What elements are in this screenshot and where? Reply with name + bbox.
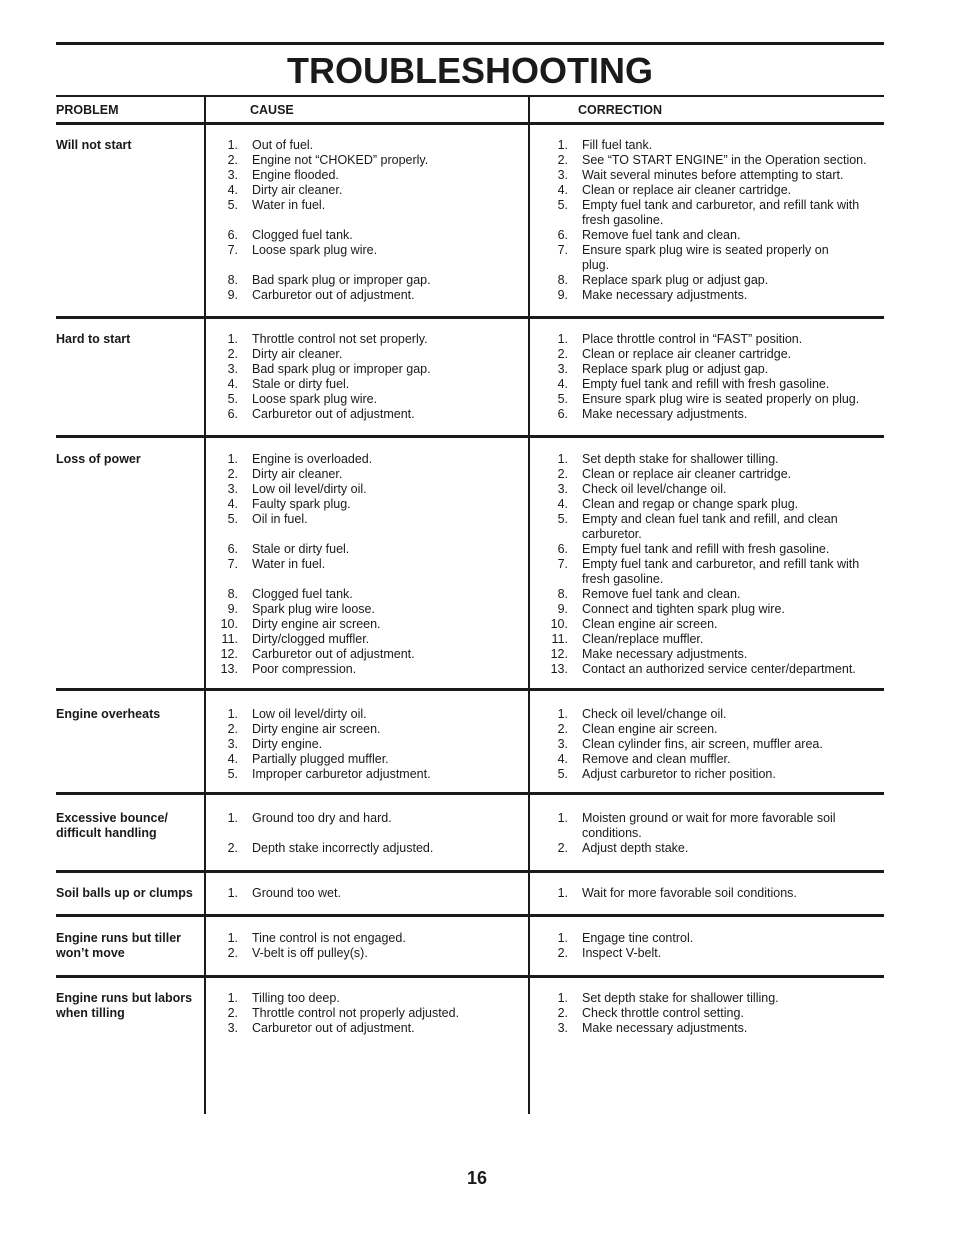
correction-text: Ensure spark plug wire is seated properly on [582, 243, 829, 257]
correction-text: See “TO START ENGINE” in the Operation section. [582, 153, 867, 167]
cause-number: 7. [227, 557, 238, 571]
problem-line: Excessive bounce/ [56, 811, 168, 825]
problem-label [56, 452, 201, 467]
row-rule [56, 792, 884, 795]
correction-number: 2. [557, 841, 568, 855]
cause-text: Stale or dirty fuel. [252, 377, 350, 391]
correction-number: 5. [557, 512, 568, 526]
correction-number: 2. [557, 153, 568, 167]
problem-label [56, 931, 201, 961]
problem-line: Engine runs but labors [56, 991, 193, 1005]
cause-text: Throttle control not set properly. [252, 332, 428, 346]
correction-text: Engage tine control. [582, 931, 694, 945]
cause-number: 3. [227, 737, 238, 751]
cause-number: 6. [227, 228, 238, 242]
cause-number: 2. [227, 347, 238, 361]
correction-text: Clean engine air screen. [582, 722, 718, 736]
problem-line: Hard to start [56, 332, 131, 346]
problem-line: difficult handling [56, 826, 157, 840]
cause-number: 1. [227, 811, 238, 825]
cause-number: 3. [227, 168, 238, 182]
cause-text: Carburetor out of adjustment. [252, 647, 415, 661]
correction-text: Check throttle control setting. [582, 1006, 744, 1020]
correction-number: 9. [557, 288, 568, 302]
correction-number: 9. [557, 602, 568, 616]
correction-number: 1. [557, 811, 568, 825]
correction-text: Make necessary adjustments. [582, 288, 748, 302]
title-rule [56, 95, 884, 97]
correction-number: 3. [557, 482, 568, 496]
correction-text: Empty fuel tank and carburetor, and refill tank with [582, 557, 860, 571]
correction-text: Inspect V-belt. [582, 946, 662, 960]
cause-text: Loose spark plug wire. [252, 392, 378, 406]
correction-number: 6. [557, 407, 568, 421]
correction-number: 4. [557, 497, 568, 511]
cause-number: 5. [227, 392, 238, 406]
correction-number: 4. [557, 752, 568, 766]
problem-line: Will not start [56, 138, 132, 152]
correction-text: Empty and clean fuel tank and refill, and clean [582, 512, 838, 526]
correction-number: 12. [550, 647, 568, 661]
correction-number: 3. [557, 168, 568, 182]
header-correction: CORRECTION [578, 103, 663, 117]
problem-label [56, 991, 201, 1021]
correction-text: Make necessary adjustments. [582, 407, 748, 421]
cause-number: 7. [227, 243, 238, 257]
correction-number: 2. [557, 467, 568, 481]
correction-number: 5. [557, 767, 568, 781]
row-rule [56, 870, 884, 873]
correction-text: Clean or replace air cleaner cartridge. [582, 183, 792, 197]
problem-line: when tilling [56, 1006, 125, 1020]
cause-number: 5. [227, 767, 238, 781]
cause-number: 1. [227, 886, 238, 900]
correction-text: Empty fuel tank and carburetor, and refill tank with [582, 198, 860, 212]
correction-number: 4. [557, 183, 568, 197]
correction-number: 1. [557, 452, 568, 466]
correction-number: 2. [557, 722, 568, 736]
problem-label [56, 886, 201, 901]
cause-text: Stale or dirty fuel. [252, 542, 350, 556]
problem-line: Loss of power [56, 452, 141, 466]
correction-text: Adjust depth stake. [582, 841, 689, 855]
cause-text: Improper carburetor adjustment. [252, 767, 431, 781]
correction-number: 2. [557, 1006, 568, 1020]
correction-text: Moisten ground or wait for more favorable soil [582, 811, 836, 825]
cause-number: 2. [227, 841, 238, 855]
correction-text: Set depth stake for shallower tilling. [582, 452, 779, 466]
top-rule [56, 42, 884, 45]
correction-number: 7. [557, 557, 568, 571]
correction-number: 1. [557, 707, 568, 721]
correction-number: 10. [550, 617, 568, 631]
cause-number: 13. [220, 662, 238, 676]
cause-text: Dirty engine. [252, 737, 323, 751]
header-problem: PROBLEM [56, 103, 119, 117]
correction-text: Check oil level/change oil. [582, 482, 727, 496]
cause-text: V-belt is off pulley(s). [252, 946, 368, 960]
correction-number: 6. [557, 542, 568, 556]
correction-text: Contact an authorized service center/department. [582, 662, 856, 676]
correction-text: Clean engine air screen. [582, 617, 718, 631]
correction-number: 3. [557, 362, 568, 376]
cause-text: Engine is overloaded. [252, 452, 373, 466]
problem-line: Soil balls up or clumps [56, 886, 193, 900]
correction-number: 1. [557, 138, 568, 152]
cause-number: 1. [227, 138, 238, 152]
correction-number: 3. [557, 737, 568, 751]
correction-number: 1. [557, 991, 568, 1005]
row-rule [56, 914, 884, 917]
correction-number: 7. [557, 243, 568, 257]
cause-number: 2. [227, 467, 238, 481]
cause-text: Engine not “CHOKED” properly. [252, 153, 429, 167]
correction-text: Clean or replace air cleaner cartridge. [582, 467, 792, 481]
cause-text: Dirty air cleaner. [252, 467, 343, 481]
cause-text: Low oil level/dirty oil. [252, 482, 367, 496]
cause-number: 9. [227, 602, 238, 616]
correction-text: Wait several minutes before attempting to start. [582, 168, 844, 182]
cause-text: Oil in fuel. [252, 512, 308, 526]
cause-text: Dirty engine air screen. [252, 617, 381, 631]
correction-text: Set depth stake for shallower tilling. [582, 991, 779, 1005]
cause-number: 9. [227, 288, 238, 302]
correction-text: Ensure spark plug wire is seated properly on plug. [582, 392, 860, 406]
correction-text: Clean or replace air cleaner cartridge. [582, 347, 792, 361]
cause-number: 2. [227, 153, 238, 167]
correction-text: Place throttle control in “FAST” position. [582, 332, 803, 346]
correction-number: 4. [557, 377, 568, 391]
cause-number: 1. [227, 991, 238, 1005]
correction-text: Remove fuel tank and clean. [582, 587, 741, 601]
cause-number: 1. [227, 452, 238, 466]
correction-number: 6. [557, 228, 568, 242]
correction-number: 11. [551, 632, 568, 646]
correction-text: Check oil level/change oil. [582, 707, 727, 721]
correction-text: Clean/replace muffler. [582, 632, 704, 646]
correction-text: Wait for more favorable soil conditions. [582, 886, 797, 900]
cause-number: 11. [221, 632, 238, 646]
correction-number: 1. [557, 886, 568, 900]
problem-label [56, 811, 201, 841]
correction-text: Make necessary adjustments. [582, 1021, 748, 1035]
cause-text: Out of fuel. [252, 138, 314, 152]
cause-text: Dirty/clogged muffler. [252, 632, 370, 646]
page-title: TROUBLESHOOTING [287, 50, 653, 91]
problem-line: Engine runs but tiller [56, 931, 182, 945]
row-rule [56, 122, 884, 125]
correction-text: Remove and clean muffler. [582, 752, 731, 766]
correction-text: plug. [582, 258, 610, 272]
cause-number: 1. [227, 332, 238, 346]
cause-number: 2. [227, 1006, 238, 1020]
cause-number: 3. [227, 482, 238, 496]
cause-text: Carburetor out of adjustment. [252, 288, 415, 302]
cause-text: Dirty engine air screen. [252, 722, 381, 736]
cause-text: Partially plugged muffler. [252, 752, 389, 766]
cause-number: 4. [227, 752, 238, 766]
correction-text: carburetor. [582, 527, 642, 541]
problem-label [56, 332, 201, 347]
correction-number: 1. [557, 931, 568, 945]
correction-number: 5. [557, 392, 568, 406]
cause-text: Dirty air cleaner. [252, 347, 343, 361]
cause-number: 4. [227, 183, 238, 197]
cause-text: Spark plug wire loose. [252, 602, 375, 616]
cause-text: Ground too wet. [252, 886, 341, 900]
row-rule [56, 435, 884, 438]
correction-text: Empty fuel tank and refill with fresh gasoline. [582, 542, 830, 556]
correction-text: conditions. [582, 826, 642, 840]
correction-number: 3. [557, 1021, 568, 1035]
cause-text: Tine control is not engaged. [252, 931, 406, 945]
correction-text: Make necessary adjustments. [582, 647, 748, 661]
cause-text: Carburetor out of adjustment. [252, 407, 415, 421]
cause-number: 4. [227, 377, 238, 391]
correction-number: 5. [557, 198, 568, 212]
header-cause: CAUSE [250, 103, 294, 117]
cause-text: Clogged fuel tank. [252, 587, 353, 601]
cause-text: Water in fuel. [252, 198, 326, 212]
cause-number: 8. [227, 273, 238, 287]
problem-label [56, 138, 201, 153]
correction-number: 1. [557, 332, 568, 346]
row-rule [56, 975, 884, 978]
cause-number: 4. [227, 497, 238, 511]
cause-text: Poor compression. [252, 662, 357, 676]
cause-number: 3. [227, 1021, 238, 1035]
correction-text: fresh gasoline. [582, 572, 664, 586]
correction-text: Clean and regap or change spark plug. [582, 497, 799, 511]
page-number: 16 [466, 1168, 488, 1188]
cause-text: Bad spark plug or improper gap. [252, 273, 431, 287]
cause-text: Loose spark plug wire. [252, 243, 378, 257]
cause-text: Throttle control not properly adjusted. [252, 1006, 460, 1020]
cause-number: 8. [227, 587, 238, 601]
correction-number: 2. [557, 347, 568, 361]
cause-number: 10. [220, 617, 238, 631]
cause-text: Tilling too deep. [252, 991, 340, 1005]
cause-text: Faulty spark plug. [252, 497, 351, 511]
row-rule [56, 688, 884, 691]
correction-text: Replace spark plug or adjust gap. [582, 362, 769, 376]
cause-number: 5. [227, 512, 238, 526]
correction-number: 2. [557, 946, 568, 960]
cause-number: 6. [227, 407, 238, 421]
correction-text: Clean cylinder fins, air screen, muffler area. [582, 737, 823, 751]
cause-number: 1. [227, 931, 238, 945]
cause-number: 6. [227, 542, 238, 556]
cause-text: Depth stake incorrectly adjusted. [252, 841, 434, 855]
cause-number: 5. [227, 198, 238, 212]
cause-text: Engine flooded. [252, 168, 339, 182]
correction-text: Empty fuel tank and refill with fresh gasoline. [582, 377, 830, 391]
cause-number: 2. [227, 946, 238, 960]
column-divider-correction [528, 97, 530, 1114]
cause-text: Bad spark plug or improper gap. [252, 362, 431, 376]
cause-number: 2. [227, 722, 238, 736]
correction-number: 13. [550, 662, 568, 676]
cause-text: Water in fuel. [252, 557, 326, 571]
correction-text: Adjust carburetor to richer position. [582, 767, 776, 781]
cause-text: Dirty air cleaner. [252, 183, 343, 197]
row-rule [56, 316, 884, 319]
cause-number: 3. [227, 362, 238, 376]
correction-text: Remove fuel tank and clean. [582, 228, 741, 242]
correction-text: Fill fuel tank. [582, 138, 653, 152]
correction-number: 8. [557, 587, 568, 601]
correction-text: Connect and tighten spark plug wire. [582, 602, 785, 616]
problem-line: won’t move [56, 946, 125, 960]
problem-label [56, 707, 201, 722]
cause-number: 12. [220, 647, 238, 661]
cause-number: 1. [227, 707, 238, 721]
cause-text: Low oil level/dirty oil. [252, 707, 367, 721]
problem-line: Engine overheats [56, 707, 161, 721]
cause-text: Clogged fuel tank. [252, 228, 353, 242]
correction-text: Replace spark plug or adjust gap. [582, 273, 769, 287]
cause-text: Carburetor out of adjustment. [252, 1021, 415, 1035]
correction-text: fresh gasoline. [582, 213, 664, 227]
cause-text: Ground too dry and hard. [252, 811, 392, 825]
column-divider-cause [204, 97, 206, 1114]
correction-number: 8. [557, 273, 568, 287]
